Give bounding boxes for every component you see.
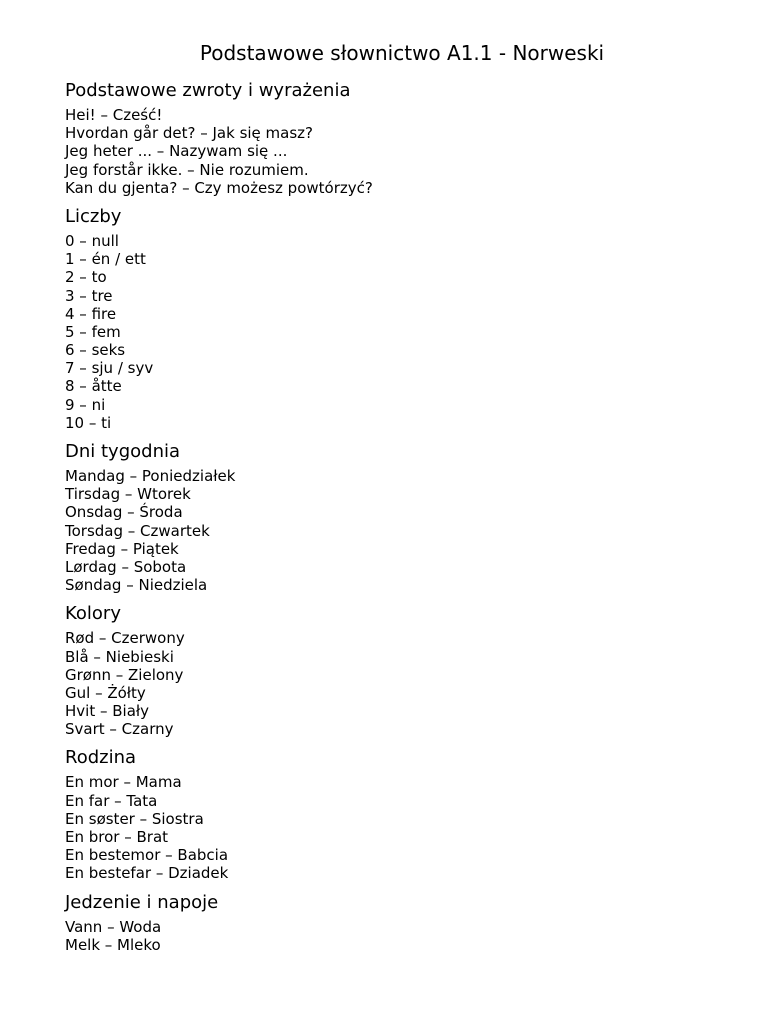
vocab-item: Lørdag – Sobota (65, 557, 187, 576)
vocab-list (65, 106, 725, 197)
vocab-item: Torsdag – Czwartek (65, 521, 210, 540)
section-heading: Podstawowe zwroty i wyrażenia (65, 80, 351, 101)
vocab-item: Tirsdag – Wtorek (65, 485, 191, 504)
vocab-item: En bestemor – Babcia (65, 846, 229, 865)
vocab-item: Grønn – Zielony (65, 665, 184, 684)
vocab-item: 3 – tre (65, 286, 113, 305)
vocab-list (65, 467, 725, 594)
vocab-item: En bror – Brat (65, 828, 169, 846)
vocab-item: 8 – åtte (65, 377, 122, 396)
vocab-item: Søndag – Niedziela (65, 576, 208, 595)
vocab-item: 1 – én / ett (65, 250, 146, 269)
vocab-item: 0 – null (65, 231, 119, 250)
vocab-item: Mandag – Poniedziałek (65, 467, 236, 485)
document-body (65, 80, 725, 954)
section-heading: Dni tygodnia (65, 441, 181, 462)
vocab-item: Hvit – Biały (65, 702, 150, 721)
vocab-item: 7 – sju / syv (65, 359, 154, 378)
vocab-item: 9 – ni (65, 395, 106, 414)
vocab-item: En far – Tata (65, 791, 158, 810)
vocab-item: Hei! – Cześć! (65, 106, 163, 124)
section-food-drinks (65, 892, 725, 954)
section-colors (65, 603, 725, 738)
vocab-item: Blå – Niebieski (65, 647, 174, 666)
vocab-item: Onsdag – Środa (65, 503, 183, 522)
section-heading: Liczby (65, 205, 122, 227)
section-weekdays (65, 441, 725, 594)
vocab-item: 5 – fem (65, 322, 121, 341)
section-heading: Kolory (65, 603, 121, 625)
vocab-item: Fredag – Piątek (65, 539, 179, 558)
vocab-item: Hvordan går det? – Jak się masz? (65, 124, 314, 143)
vocab-item: 4 – fire (65, 304, 117, 323)
vocab-item: En søster – Siostra (65, 809, 204, 828)
vocab-list (65, 918, 725, 954)
section-phrases (65, 80, 725, 197)
section-numbers (65, 206, 725, 432)
vocab-item: Svart – Czarny (65, 720, 174, 739)
section-heading: Rodzina (65, 747, 137, 769)
document-title: Podstawowe słownictwo A1.1 - Norweski (199, 41, 605, 65)
vocab-item: Rød – Czerwony (65, 629, 185, 648)
vocab-item: 2 – to (65, 268, 107, 287)
vocab-item: Jeg forstår ikke. – Nie rozumiem. (65, 160, 309, 179)
vocab-list (65, 773, 725, 882)
vocab-item: Kan du gjenta? – Czy możesz powtórzyć? (65, 178, 373, 197)
section-family (65, 747, 725, 882)
vocab-list (65, 232, 725, 432)
vocab-list (65, 629, 725, 738)
vocab-item: En bestefar – Dziadek (65, 864, 229, 883)
vocab-item: Vann – Woda (65, 917, 162, 936)
vocab-item: En mor – Mama (65, 773, 182, 792)
vocab-item: Melk – Mleko (65, 935, 161, 954)
vocab-item: Jeg heter ... – Nazywam się ... (65, 142, 288, 161)
vocab-item: 6 – seks (65, 341, 126, 360)
vocab-item: 10 – ti (65, 413, 112, 432)
section-heading: Jedzenie i napoje (65, 891, 219, 913)
vocab-item: Gul – Żółty (65, 683, 146, 702)
